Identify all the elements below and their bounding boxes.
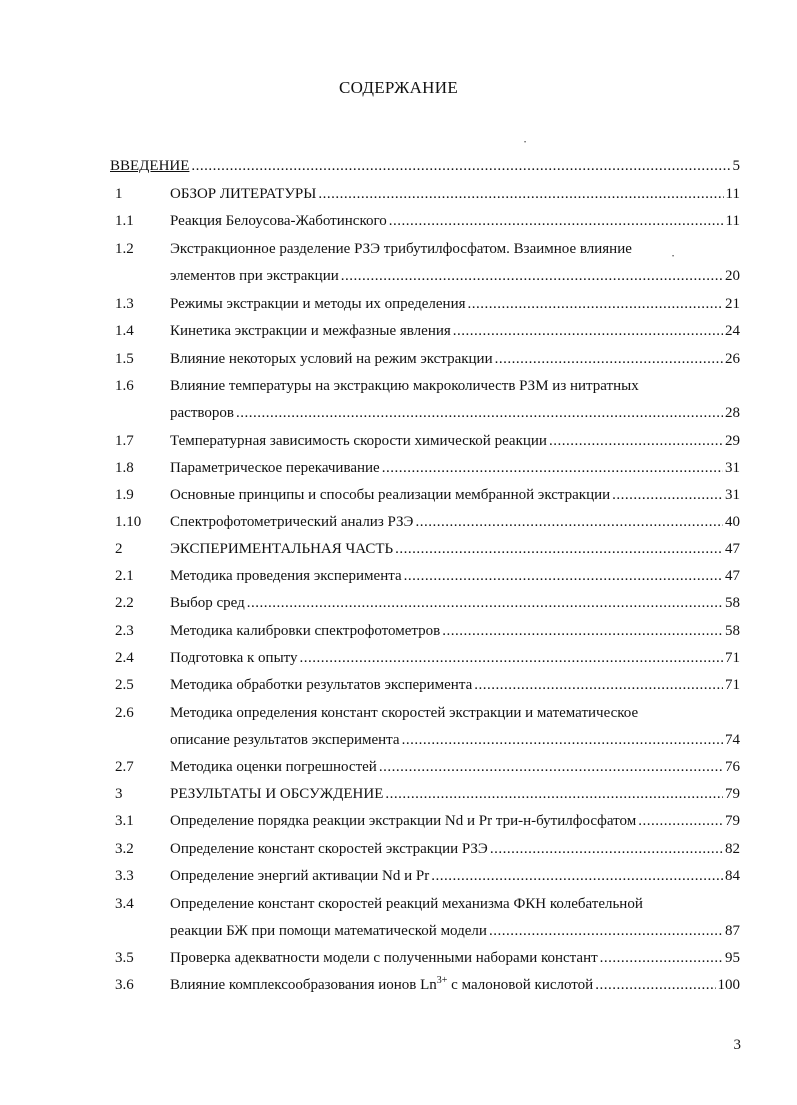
toc-entry-page: 71 [725,677,740,693]
toc-entry-page: 28 [725,405,740,421]
toc-entry-title: ВВЕДЕНИЕ [110,158,190,174]
toc-entry [110,838,740,860]
toc-entry [110,511,740,533]
toc-entry-number: 1.6 [115,378,134,394]
toc-entry-page: 71 [725,650,740,666]
scan-speck: • [524,140,527,146]
toc-entry-page: 40 [725,514,740,530]
toc-entry-title: Температурная зависимость скорости химической реакции [170,433,547,449]
toc-entry-number: 3.2 [115,841,134,857]
dot-leader [490,838,723,860]
toc-entry-page: 87 [725,923,740,939]
toc-entry-page: 31 [725,460,740,476]
toc-entry-title-part: Влияние комплексообразования ионов Ln [170,977,437,993]
dot-leader [247,592,723,614]
toc-entry-page: 47 [725,568,740,584]
toc-entry-title: Определение констант скоростей реакций механизма ФКН колебательной [170,896,643,912]
toc-entry-title: Экстракционное разделение РЗЭ трибутилфосфатом. Взаимное влияние [170,241,632,257]
dot-leader [612,484,723,506]
dot-leader [431,865,723,887]
toc-entry [110,457,740,479]
page-title: СОДЕРЖАНИЕ [338,78,459,97]
toc-entry-title-part: с малоновой кислотой [447,977,594,993]
toc-entry [110,893,740,915]
dot-leader [402,729,723,751]
toc-entry-continuation [110,729,740,751]
toc-entry-number: 1 [115,186,123,202]
toc-entry-page: 74 [725,732,740,748]
toc-entry-number: 1.9 [115,487,134,503]
toc-entry-title: реакции БЖ при помощи математической модели [170,923,487,939]
toc-entry-title: Влияние некоторых условий на режим экстракции [170,351,493,367]
dot-leader [489,920,723,942]
toc-entry-title [170,974,593,996]
toc-entry-title: РЕЗУЛЬТАТЫ И ОБСУЖДЕНИЕ [170,786,384,802]
toc-entry-number: 2.5 [115,677,134,693]
toc-entry-page: 47 [725,541,740,557]
dot-leader [474,674,723,696]
toc-entry-number: 3.5 [115,950,134,966]
toc-entry-page: 24 [725,323,740,339]
dot-leader [638,810,723,832]
toc-entry-number: 3.6 [115,977,134,993]
toc-entry [110,592,740,614]
toc-entry-title: элементов при экстракции [170,268,339,284]
toc-entry-page: 82 [725,841,740,857]
toc-entry-title: Подготовка к опыту [170,650,298,666]
toc-entry-page: 79 [725,786,740,802]
toc-entry-title: Определение констант скоростей экстракции РЗЭ [170,841,488,857]
toc-entry-number: 1.2 [115,241,134,257]
toc-entry-number: 3 [115,786,123,802]
toc-entry-title: Методика проведения эксперимента [170,568,402,584]
toc-entry [110,810,740,832]
toc-entry-title: Спектрофотометрический анализ РЗЭ [170,514,414,530]
toc-entry-page: 58 [725,623,740,639]
toc-entry-number: 2 [115,541,123,557]
toc-entry [110,238,740,260]
toc-entry-title: Основные принципы и способы реализации мембранной экстракции [170,487,611,503]
toc-entry-continuation [110,920,740,942]
toc-entry-number: 1.1 [115,213,134,229]
dot-leader [404,565,723,587]
toc-entry [110,484,740,506]
toc-entry-number: 2.3 [115,623,134,639]
toc-entry-page: 100 [717,977,740,993]
toc-entry-page: 20 [725,268,740,284]
toc-entry-number: 3.1 [115,813,134,829]
toc-entry-number: 2.4 [115,650,134,666]
toc-entry-continuation [110,265,740,287]
toc-entry-number: 2.2 [115,595,134,611]
toc-entry [110,756,740,778]
toc-entry-page: 84 [725,868,740,884]
dot-leader [395,538,723,560]
toc-entry-title: Методика определения констант скоростей экстракции и математическое [170,705,639,721]
toc-entry-title: Влияние температуры на экстракцию макроколичеств РЗМ из нитратных [170,378,639,394]
toc-entry [110,210,740,232]
dot-leader [453,320,723,342]
dot-leader [595,974,715,996]
dot-leader [389,210,724,232]
toc-entry-title: Методика калибровки спектрофотометров [170,623,441,639]
dot-leader [382,457,723,479]
toc-entry-title: Режимы экстракции и методы их определения [170,296,466,312]
dot-leader [379,756,723,778]
toc-entry-number: 1.3 [115,296,134,312]
dot-leader [549,430,723,452]
toc-entry-number: 2.1 [115,568,134,584]
dot-leader [495,348,723,370]
toc-entry-title: растворов [170,405,234,421]
dot-leader [191,155,730,177]
toc-entry-continuation [110,402,740,424]
toc-entry-page: 79 [725,813,740,829]
toc-entry-number: 1.4 [115,323,134,339]
toc-entry [110,348,740,370]
toc-entry [110,565,740,587]
toc-entry [110,620,740,642]
toc-entry [110,702,740,724]
toc-entry [110,320,740,342]
scan-speck: • [672,254,675,260]
toc-entry [110,183,740,205]
toc-entry-page: 26 [725,351,740,367]
toc-entry-title: Реакция Белоусова-Жаботинского [170,213,387,229]
toc-entry [110,647,740,669]
toc-entry-title: Методика оценки погрешностей [170,759,377,775]
dot-leader [468,293,723,315]
toc-entry-page: 29 [725,433,740,449]
toc-entry-number: 3.3 [115,868,134,884]
toc-entry-title: Методика обработки результатов эксперимента [170,677,473,693]
toc-entry-page: 21 [725,296,740,312]
dot-leader [442,620,723,642]
dot-leader [318,183,723,205]
toc-entry-page: 31 [725,487,740,503]
toc-entry-title: Выбор сред [170,595,245,611]
toc-entry-number: 2.7 [115,759,134,775]
toc-entry-title: Определение порядка реакции экстракции Nd и Pr три-н-бутилфосфатом [170,813,637,829]
dot-leader [300,647,723,669]
toc-entry-title: ОБЗОР ЛИТЕРАТУРЫ [170,186,317,202]
toc-entry-title: ЭКСПЕРИМЕНТАЛЬНАЯ ЧАСТЬ [170,541,394,557]
toc-entry-number: 3.4 [115,896,134,912]
toc-entry-page: 58 [725,595,740,611]
toc-entry-intro [110,155,740,177]
toc-entry [110,947,740,969]
toc-entry-page: 11 [725,186,740,202]
toc-entry-title: Определение энергий активации Nd и Pr [170,868,430,884]
toc-entry-title: Проверка адекватности модели с полученными наборами констант [170,950,598,966]
dot-leader [415,511,723,533]
toc-entry [110,865,740,887]
toc-entry-number: 1.7 [115,433,134,449]
toc-entry-page: 11 [725,213,740,229]
toc-entry [110,974,740,996]
toc-entry [110,538,740,560]
toc-entry-number: 1.10 [115,514,142,530]
dot-leader [341,265,723,287]
toc-entry [110,783,740,805]
toc-entry-number: 1.5 [115,351,134,367]
toc-entry [110,430,740,452]
dot-leader [236,402,723,424]
toc-entry-title: Параметрическое перекачивание [170,460,380,476]
toc-entry-title: описание результатов эксперимента [170,732,400,748]
toc-entry-number: 1.8 [115,460,134,476]
toc-entry-title: Кинетика экстракции и межфазные явления [170,323,451,339]
toc-entry-page: 95 [725,950,740,966]
superscript-charge: 3+ [436,975,448,986]
toc-entry-number: 2.6 [115,705,134,721]
toc-entry-page: 5 [732,158,740,174]
dot-leader [600,947,723,969]
toc-entry [110,674,740,696]
toc-entry [110,293,740,315]
toc-entry-page: 76 [725,759,740,775]
dot-leader [385,783,723,805]
page-number: 3 [733,1037,741,1053]
toc-entry [110,375,740,397]
